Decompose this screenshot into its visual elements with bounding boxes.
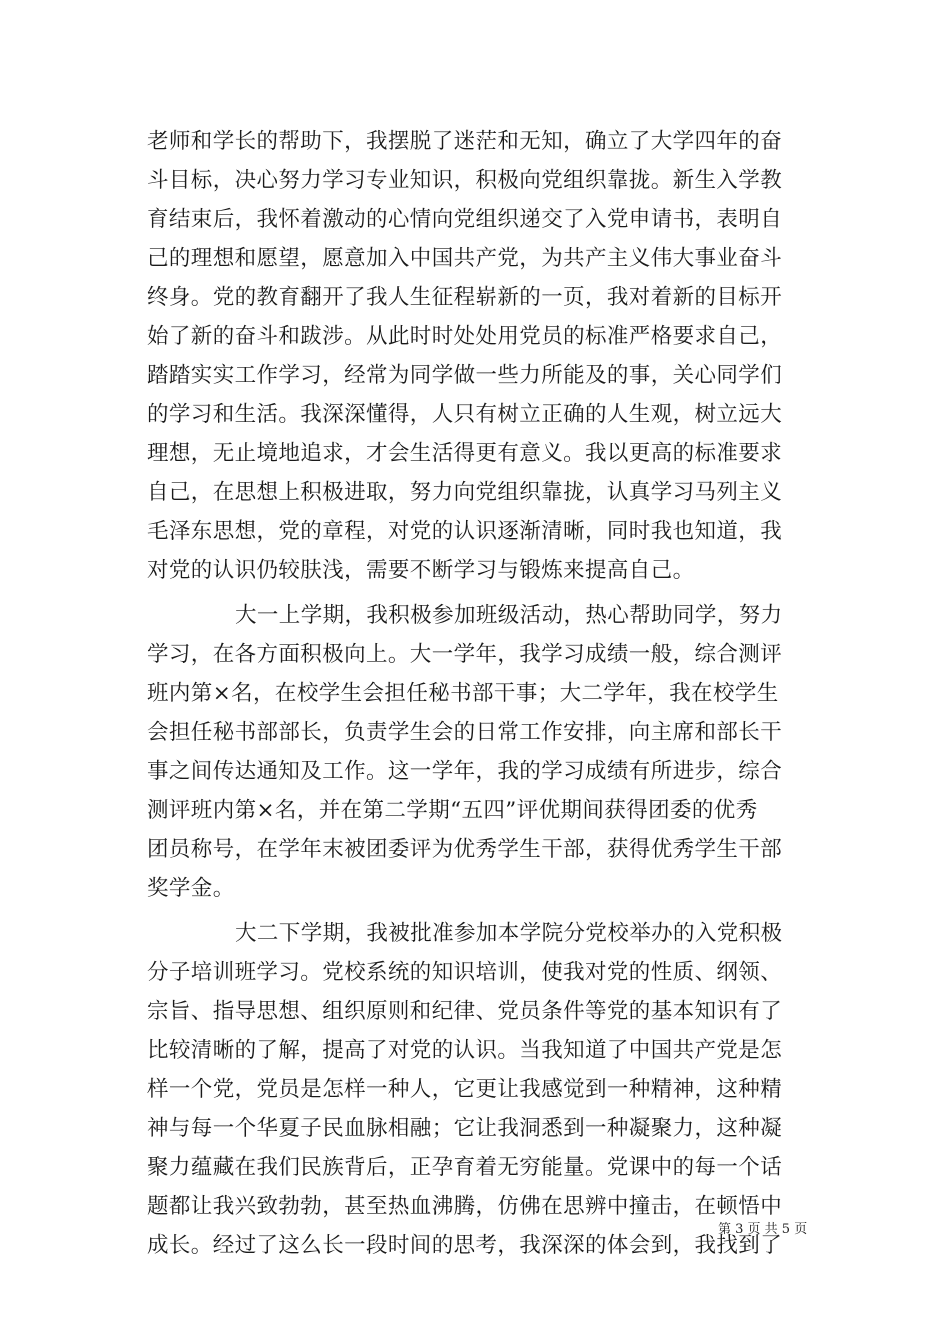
- text-line: 学习，在各方面积极向上。大一学年，我学习成绩一般，综合测评: [147, 642, 783, 667]
- text-line: 聚力蕴藏在我们民族背后，正孕育着无穷能量。党课中的每一个话: [147, 1155, 783, 1180]
- text-line: 成长。经过了这么长一段时间的思考，我深深的体会到，我找到了: [147, 1233, 783, 1258]
- text-line: 班内第×名，在校学生会担任秘书部干事；大二学年，我在校学生: [147, 681, 779, 706]
- text-line: 斗目标，决心努力学习专业知识，积极向党组织靠拢。新生入学教: [147, 168, 783, 193]
- text-line: 的学习和生活。我深深懂得，人只有树立正确的人生观，树立远大: [147, 402, 783, 427]
- paragraph-2: [147, 596, 807, 908]
- text-line: 自己，在思想上积极进取，努力向党组织靠拢，认真学习马列主义: [147, 480, 783, 505]
- text-line: 育结束后，我怀着激动的心情向党组织递交了入党申请书，表明自: [147, 207, 783, 232]
- body-text: [147, 122, 807, 1265]
- text-line: 终身。党的教育翻开了我人生征程崭新的一页，我对着新的目标开: [147, 285, 783, 310]
- text-line: 理想，无止境地追求，才会生活得更有意义。我以更高的标准要求: [147, 441, 783, 466]
- page-number-footer: 第 3 页 共 5 页: [718, 1222, 808, 1237]
- text-line: 对党的认识仍较肤浅，需要不断学习与锻炼来提高自己。: [147, 558, 695, 583]
- text-line: 宗旨、指导思想、组织原则和纪律、党员条件等党的基本知识有了: [147, 999, 783, 1024]
- text-line: 毛泽东思想，党的章程，对党的认识逐渐清晰，同时我也知道，我: [147, 519, 783, 544]
- text-line: 题都让我兴致勃勃，甚至热血沸腾，仿佛在思辨中撞击，在顿悟中: [147, 1194, 783, 1219]
- text-line: 踏踏实实工作学习，经常为同学做一些力所能及的事，关心同学们: [147, 363, 783, 388]
- paragraph-1: [147, 122, 807, 590]
- text-line: 比较清晰的了解，提高了对党的认识。当我知道了中国共产党是怎: [147, 1038, 783, 1063]
- paragraph-3: [147, 914, 807, 1265]
- text-line: 始了新的奋斗和跋涉。从此时时处处用党员的标准严格要求自己，: [147, 324, 783, 349]
- text-line: 己的理想和愿望，愿意加入中国共产党，为共产主义伟大事业奋斗: [147, 246, 783, 271]
- text-line: 测评班内第×名，并在第二学期“五四”评优期间获得团委的优秀: [147, 798, 758, 823]
- text-line-indented: 大二下学期，我被批准参加本学院分党校举办的入党积极: [235, 921, 783, 946]
- text-line: 会担任秘书部部长，负责学生会的日常工作安排，向主席和部长干: [147, 720, 783, 745]
- text-line: 样一个党，党员是怎样一种人，它更让我感觉到一种精神，这种精: [147, 1077, 783, 1102]
- text-line: 老师和学长的帮助下，我摆脱了迷茫和无知，确立了大学四年的奋: [147, 129, 783, 154]
- text-line: 事之间传达通知及工作。这一学年，我的学习成绩有所进步，综合: [147, 759, 783, 784]
- text-line: 奖学金。: [147, 876, 235, 901]
- text-line-indented: 大一上学期，我积极参加班级活动，热心帮助同学，努力: [235, 603, 783, 628]
- text-line: 神与每一个华夏子民血脉相融；它让我洞悉到一种凝聚力，这种凝: [147, 1116, 783, 1141]
- text-line: 分子培训班学习。党校系统的知识培训，使我对党的性质、纲领、: [147, 960, 783, 985]
- text-line: 团员称号，在学年末被团委评为优秀学生干部，获得优秀学生干部: [147, 837, 783, 862]
